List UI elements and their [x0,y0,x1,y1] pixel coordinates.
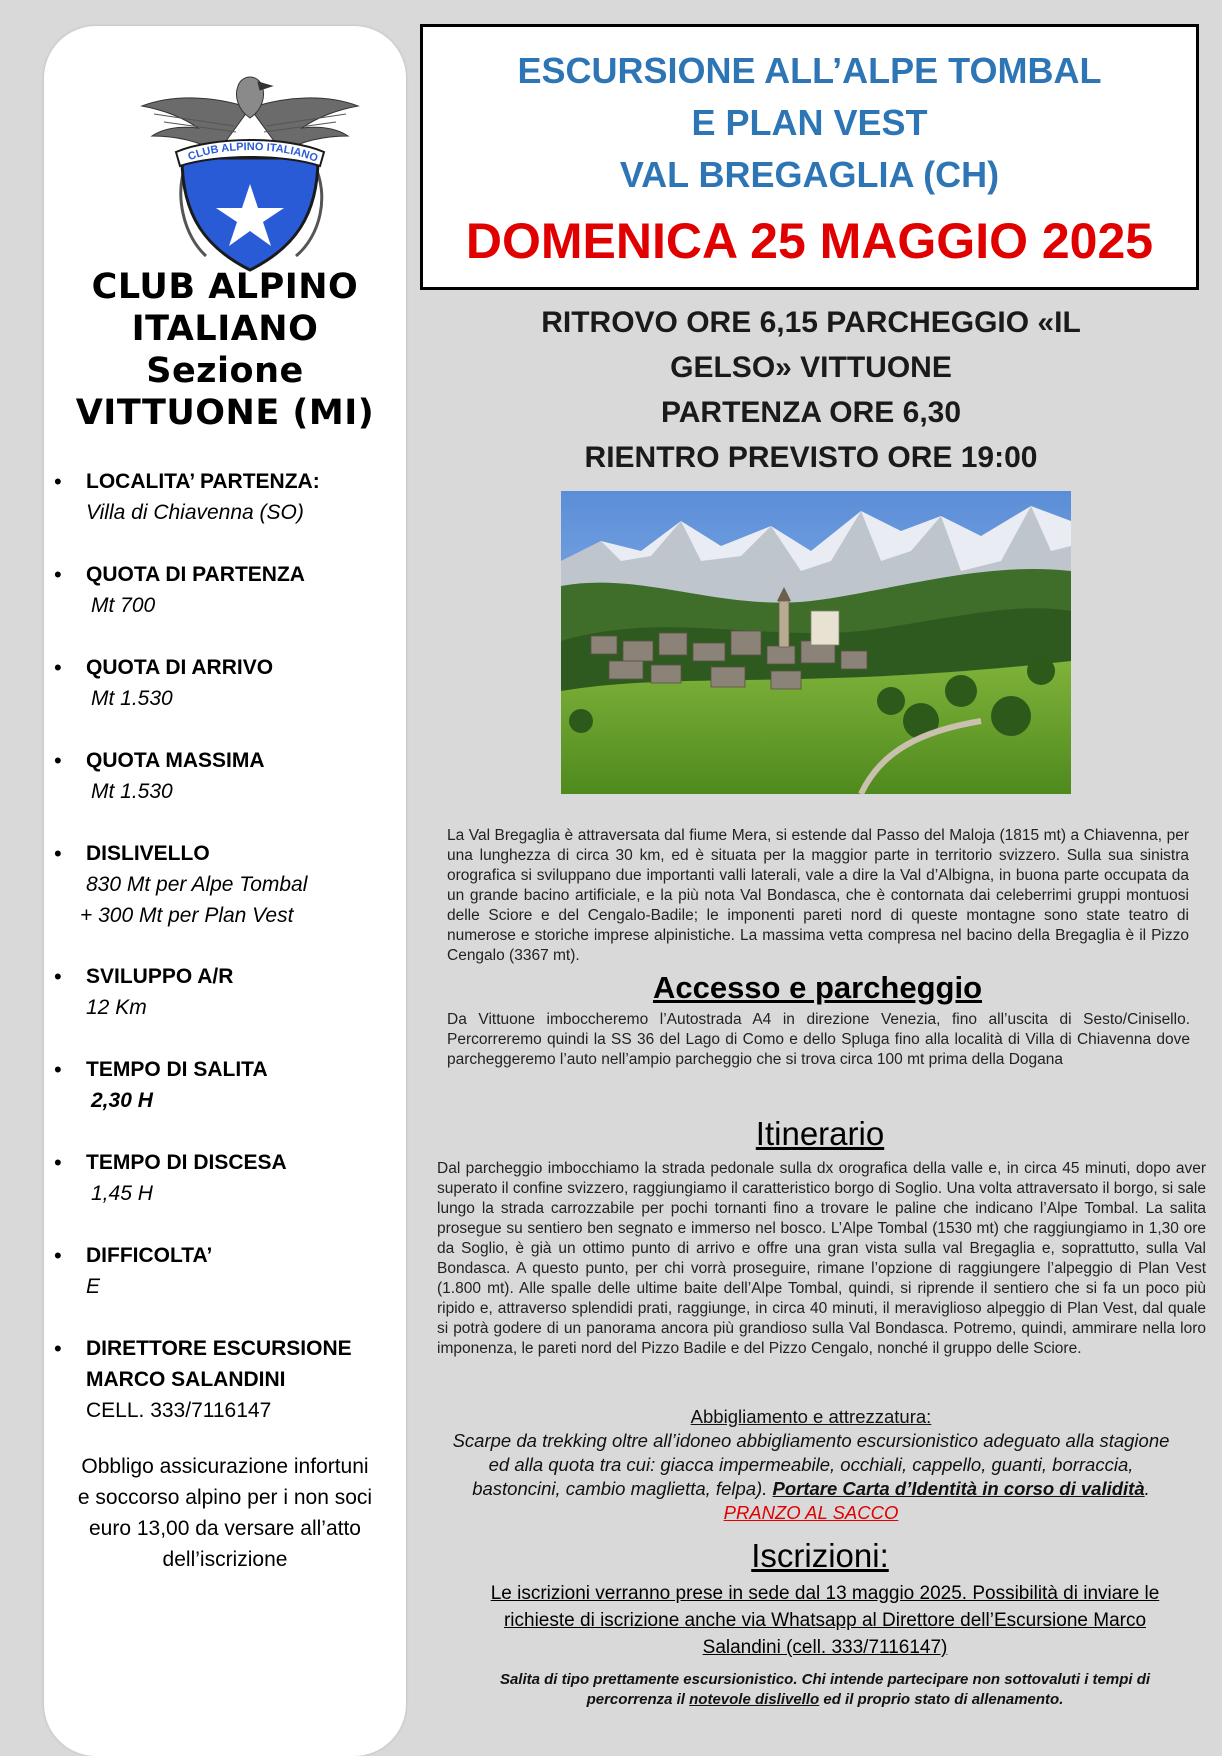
bullet: • [54,655,62,680]
club-title-line2: ITALIANO [131,309,319,349]
director-phone: CELL. 333/7116147 [86,1399,272,1422]
insurance-line: e soccorso alpino per i non soci [77,1486,373,1509]
club-title [44,266,406,434]
insurance-line: euro 13,00 da versare all’atto [88,1517,361,1540]
info-label: LOCALITA’ PARTENZA: [86,470,320,493]
access-heading: Accesso e parcheggio [652,970,983,1005]
info-value: Mt 700 [91,594,156,617]
gear-line3-wrap [420,1477,1202,1501]
footnote-line2 [440,1690,1210,1710]
insurance-note [44,1451,406,1575]
gear-line2: ed alla quota tra cui: giacca impermeabile, occhiali, cappello, guanti, borraccia, [488,1454,1134,1475]
bullet: • [54,1243,62,1268]
info-value: 830 Mt per Alpe Tombal [86,873,308,896]
meeting-line2: GELSO» VITTUONE [670,351,952,384]
info-label: QUOTA DI ARRIVO [86,656,274,679]
itinerary-text: Dal parcheggio imbocchiamo la strada pedonale sulla dx orografica della valle e, in circa 45 minuti, dopo aver superato il confine svizzero, raggiungiamo il caratteristico borgo di Soglio. Una volta attraversato il borgo, si sale lungo la strada carrozzabile per pochi tornanti fino a trovare le paline che indicano l’Alpe Tombal. La salita prosegue su sentiero ben segnato e immerso nel bosco. L’Alpe Tombal (1530 mt) che raggiungiamo in 1,30 ore da Soglio, è già un ottimo punto di arrivo e offre una gran vista sulla val Bregaglia e, soprattutto, sulla Val Bondasca. A questo punto, per chi vorrà proseguire, rimane l’opzione di raggiungere l’alpeggio di Plan Vest (1.800 mt). Alle spalle delle ultime baite dell’Alpe Tombal, quindi, si riprende il sentiero che si fa un poco più ripido e, attraverso splendidi prati, raggiunge, in circa 40 minuti, il meraviglioso alpeggio di Plan Vest, dal quale si potrà godere di un panorama ancora più grandioso sulla Val Bondasca. Potremo, quindi, ammirare nella loro imponenza, le pareti nord del Pizzo Badile e del Pizzo Cengalo, nonché il gruppo delle Sciore. [437,1160,1206,1357]
title-line2: E PLAN VEST [691,102,928,143]
difficulty-footnote [440,1670,1210,1710]
bullet: • [54,1150,62,1175]
footnote-part-a: percorrenza il [586,1691,690,1708]
meeting-line1: RITROVO ORE 6,15 PARCHEGGIO «IL [541,306,1081,339]
event-date: DOMENICA 25 MAGGIO 2025 [465,213,1154,269]
gear-line3: bastoncini, cambio maglietta, felpa). [472,1478,768,1499]
gear-heading: Abbigliamento e attrezzatura: [690,1406,932,1427]
info-value: 2,30 H [91,1089,153,1112]
registration-line1: Le iscrizioni verranno prese in sede dal 13 maggio 2025. Possibilità di inviare le [490,1583,1160,1604]
bullet: • [54,748,62,773]
bullet: • [54,841,62,866]
insurance-line: Obbligo assicurazione infortuni [81,1455,369,1478]
bullet: • [54,469,62,494]
info-value: E [86,1275,101,1298]
info-value: 12 Km [86,996,147,1019]
packed-lunch-note: PRANZO AL SACCO [723,1502,899,1523]
info-value-secondary: + 300 Mt per Plan Vest [80,904,294,927]
footnote-line1: Salita di tipo prettamente escursionistico. Chi intende partecipare non sottovaluti i tempi di [499,1671,1151,1688]
title-box [420,24,1199,290]
meeting-line3: PARTENZA ORE 6,30 [660,396,962,429]
info-label: DISLIVELLO [86,842,210,865]
club-title-line3: Sezione [146,351,304,391]
gear-line1: Scarpe da trekking oltre all’idoneo abbigliamento escursionistico adeguato alla stagione [452,1430,1170,1451]
gear-text [420,1429,1202,1525]
info-value: 1,45 H [91,1182,153,1205]
info-label: SVILUPPO A/R [86,965,234,988]
title-line3: VAL BREGAGLIA (CH) [619,154,1000,195]
valley-photo [561,491,1071,794]
valley-description: La Val Bregaglia è attraversata dal fiume Mera, si estende dal Passo del Maloja (1815 mt) a Chiavenna, per una lunghezza di circa 30 km, ed è situata per la maggior parte in territorio svizzero. Sulla sua sinistra orografica si sviluppano due importanti valli laterali, vale a dire la Val d’Albigna, in buona parte occupata da un grande bacino artificiale, e la più nota Val Bondasca, che è contornata dai celeberrimi gruppi montuosi delle Sciore e del Cengalo-Badile; le imponenti pareti nord di queste montagne sono state teatro di numerose e storiche imprese alpinistiche. La massima vetta compresa nel bacino della Bregaglia è il Pizzo Cengalo (3367 mt). [447,827,1189,964]
sidebar-panel [44,26,406,1756]
info-label: DIFFICOLTA’ [86,1244,213,1267]
footnote-part-c: ed il proprio stato di allenamento. [819,1691,1064,1708]
info-label: TEMPO DI DISCESA [86,1151,287,1174]
info-label: TEMPO DI SALITA [86,1058,268,1081]
info-value: Mt 1.530 [91,687,173,710]
insurance-line: dell’iscrizione [162,1548,288,1571]
info-label: QUOTA DI PARTENZA [86,563,305,586]
title-line1: ESCURSIONE ALL’ALPE TOMBAL [517,50,1102,91]
info-value: Mt 1.530 [91,780,173,803]
bullet: • [54,562,62,587]
info-label: DIRETTORE ESCURSIONE [86,1337,352,1360]
bullet: • [54,1336,62,1361]
info-value: MARCO SALANDINI [86,1368,286,1391]
registration-line3: Salandini (cell. 333/7116147) [702,1637,948,1658]
gear-section [420,1405,1202,1525]
footnote-emphasis: notevole dislivello [689,1691,820,1708]
logo-ring-text: CLUB ALPINO ITALIANO [186,140,320,165]
itinerary-heading: Itinerario [755,1115,885,1152]
meeting-info [420,300,1202,480]
club-title-line4: VITTUONE (MI) [75,393,375,433]
registration-line2: richieste di iscrizione anche via Whatsapp al Direttore dell’Escursione Marco [503,1610,1147,1631]
registration-text [440,1580,1210,1661]
registration-heading: Iscrizioni: [751,1537,889,1574]
id-card-note: Portare Carta d’Identità in corso di validità [772,1478,1145,1499]
bullet: • [54,1057,62,1082]
gear-period: . [1144,1478,1150,1499]
info-value: Villa di Chiavenna (SO) [86,501,304,524]
info-label: QUOTA MASSIMA [86,749,265,772]
bullet: • [54,964,62,989]
access-text: Da Vittuone imboccheremo l’Autostrada A4 in direzione Venezia, fino all’uscita di Sesto/Cinisello. Percorreremo quindi la SS 36 del Lago di Como e dello Spluga fino alla località di Villa di Chiavenna dove parcheggeremo l’auto nell’ampio parcheggio che si trova circa 100 mt prima della Dogana [447,1011,1190,1068]
club-title-line1: CLUB ALPINO [91,267,359,307]
meeting-line4: RIENTRO PREVISTO ORE 19:00 [584,441,1038,474]
cai-logo [134,66,366,278]
